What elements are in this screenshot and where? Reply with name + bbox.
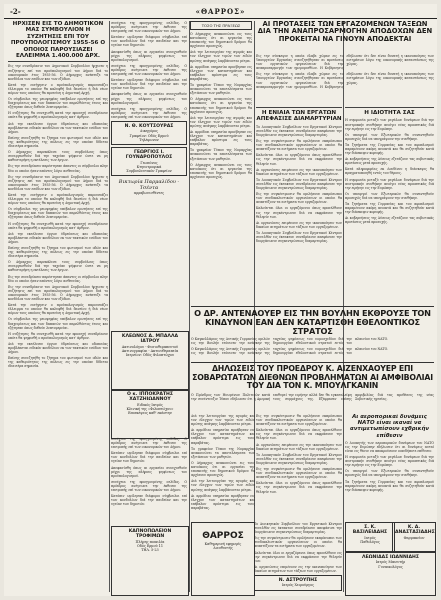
col4-paragraph: Αι οργανώσεις επιμένουν εις την ικανοποίησιν των δικαίων αιτημάτων των τάξεων των εργαζομένων. xyxy=(256,167,342,176)
ad-tobacco xyxy=(111,526,189,596)
col4-lower-paragraph: Καλούνται όλοι οι εργαζόμενοι όπως προσέλθουν εις την συγκέντρωσιν διά να εκφράσουν την θέλησίν των. xyxy=(256,481,342,494)
ad-line: Ιατρός Χειρούργος xyxy=(281,583,315,588)
col3-paragraph: Ο Δήμαρχος ανακοινώνει εις τους κατοίκους ότι αι εργασίαι της επισκευής του δημοτικού δρόμου θα αρχίσουν προσεχώς. xyxy=(190,162,252,179)
col1-paragraph: Διά την εκτέλεσιν έργων ύδρεύσεως και οδοποιίας προβλέπεται ειδικόν κονδύλιον εκ των τακτικών εσόδων του Δήμου. xyxy=(8,341,108,355)
col1-paragraph: Επίσης συνεζητήθη το ζήτημα του φωτισμού των οδών και της καθαριότητος της πόλεως εις την οποίαν δίδεται ιδιαιτέρα σημασία. xyxy=(8,135,108,149)
col2-paragraph: Απεφασίσθη όπως αι εργασίαι συνεχισθούν μέχρι της πλήρους ψηφίσεως του προϋπολογισμού. xyxy=(111,92,187,105)
lead-body-1: Εις την σύσκεψιν η οποία έλαβε χώραν εις το Υπουργείον Εργασίας συνεζητήθησαν αι προτάσεις των εργατικών οργανώσεων διά την αναπροσαρμογήν των ημερομισθίων. Η Κυβέρνησις εδήλωσεν ότι δεν είναι δυνατή η ικανοποίησις των αιτημάτων λόγω της οικονομικής καταστάσεως της χώρας. xyxy=(256,54,434,71)
lead-body-3: Ο Πρόεδρος των Ηνωμένων Πολιτειών κατά την συνέντευξιν Τύπου εδήλωσεν ότι η Αμερική επιθυμεί την ειρήνην αλλά δεν θα εγκαταλείψη τους συμμάχους της. Εξέφρασεν επίσης αμφιβολίας διά τας προθέσεις της νέας Σοβιετικής ηγεσίας. xyxy=(191,393,434,402)
col4-bottom-paragraph: Εις την συγκέντρωσιν θα ομιλήσουν εκπρόσωποι των συνδικαλιστικών οργανώσεων οι οποίοι θα αναπτύξουν τα αιτήματα των εργαζομένων. xyxy=(254,536,342,549)
col1-paragraph: Ο Δήμαρχος παρεκάλεσε τους συμβούλους όπως συνεργασθούν διά την ταχείαν ψήφισιν ώστε να μη καθυστερήση η εκτέλεσις των έργων. xyxy=(8,150,108,163)
col1-paragraph: Κατά την εισήγησιν ο προϋπολογισμός παρουσιάζει έλλειμμα το οποίον θα καλυφθή διά δανείου ή διά νέων πόρων τους οποίους θα προτείνη η Δημοτική Αρχή. xyxy=(8,303,108,316)
lead-story-3-body xyxy=(191,393,434,413)
ad-line: Πλήρης ποικιλία xyxy=(135,539,165,544)
col4-lower-paragraph: Εις την συγκέντρωσιν θα ομιλήσουν εκπρόσωποι των συνδικαλιστικών οργανώσεων οι οποίοι θα αναπτύξουν τα αιτήματα των εργαζομένων. xyxy=(256,467,342,480)
col5-paragraph: Η συμφωνία μεταξύ των μεγάλων δυνάμεων διά την αυστριακήν συνθήκην ανοίγει νέας προοπτικάς διά την ειρήνην εις την Ευρώπην. xyxy=(345,177,434,190)
ad-line: Ειδικός Ιατρός xyxy=(137,402,163,407)
lead-body-2: Ο Καγκελλάριος της Δυτικής Γερμανίας ομιλών εις την Βουλήν ετόνισεν την ανάγκην της ταχείας ψηφίσεως του νομοσχεδίου διά την δημιουργίαν εθελοντικού στρατού εντός του πλαισίου του ΝΑΤΟ. xyxy=(191,337,389,346)
col3-paragraph: Ο Δήμαρχος ανακοινώνει εις τους κατοίκους ότι αι εργασίαι της επισκευής του δημοτικού δρόμου θα αρχίσουν προσεχώς. xyxy=(190,97,252,114)
ad-line: ΤΗΛ. 5-23 xyxy=(141,548,159,553)
ad-line: Ακτινογραφίαι - Ακτινοθεραπεία xyxy=(121,349,179,354)
ad-anastasiadis xyxy=(392,522,436,552)
column-4-bottom xyxy=(254,522,342,592)
col4-paragraph: Εις την συγκέντρωσιν θα ομιλήσουν εκπρόσωποι των συνδικαλιστικών οργανώσεων οι οποίοι θα αναπτύξουν τα αιτήματα των εργαζομένων. xyxy=(256,139,342,152)
col3-paragraph: Διά την λειτουργίαν της αγοράς και τον έλεγχον των τιμών των ειδών πρώτης ανάγκης λαμβάνονται μέτρα. xyxy=(190,50,252,63)
col4-paragraph: Το Διοικητικόν Συμβούλιον του Εργατικού Κέντρου συνελθόν εις έκτακτον συνεδρίασιν απεφάσισε την διοργάνωσιν συγκεντρώσεως διαμαρτυρίας. xyxy=(256,124,342,137)
engagement-announcement: Βικτωρία Παρμαλίδου - Τσέντα xyxy=(118,179,180,192)
ad-title: Ο κ. ΙΠΠΟΚΡΑΤΗΣ ΧΑΤΖΗΙΩΑΝΝΟΥ xyxy=(126,392,173,403)
col3-lower-paragraph: Διά την λειτουργίαν της αγοράς και τον έλεγχον των τιμών των ειδών πρώτης ανάγκης λαμβάνονται μέτρα. xyxy=(191,479,255,492)
column-5-lower xyxy=(345,414,434,519)
lead-body-1: Εις την σύσκεψιν η οποία έλαβε χώραν εις το Υπουργείον Εργασίας συνεζητήθησαν αι προτάσεις των εργατικών οργανώσεων διά την αναπροσαρμογήν των ημερομισθίων. Η Κυβέρνησις εδήλωσεν ότι δεν είναι δυνατή η ικανοποίησις των αιτημάτων λόγω της οικονομικής καταστάσεως της χώρας. xyxy=(256,72,434,89)
lead-headline-3: ΔΗΛΩΣΕΙΣ ΤΟΥ ΠΡΟΕΔΡΟΥ Κ. ΑΙΖΕΝΧΑΟΥΕΡ ΕΠΙ ΣΟΒΑΡΩΤΑΤΩΝ ΔΙΕΘΝΩΝ ΠΡΟΒΛΗΜΑΤΩΝ ΑΙ ΑΜΦΙΒΟΛΙΑΙ ΤΟΥ ΔΙΑ ΤΟΝ Κ. ΜΠΟΥΛΓΚΑΝΙΝ xyxy=(192,364,433,391)
col3-paragraph: Το γραφείον Τύπου της Νομαρχίας ανακοινώνει τα αποτελέσματα των εξετάσεων των μαθητών. xyxy=(190,148,252,161)
col5-paragraph: Αι κυβερνήσεις της Δύσεως εξετάζουν τας σοβιετικάς προτάσεις μετά προσοχής. xyxy=(345,216,434,225)
column-4-lower xyxy=(256,414,342,519)
col3-paragraph: Ο Δήμαρχος ανακοινώνει εις τους κατοίκους ότι αι εργασίαι της επισκευής του δημοτικού δρόμου θα αρχίσουν προσεχώς. xyxy=(190,32,252,49)
engagement-subtitle: αρραβωνισθέντες xyxy=(133,191,165,196)
divider xyxy=(345,107,434,108)
lead-story-2 xyxy=(191,306,434,337)
col1-paragraph: Διά την εκτέλεσιν έργων ύδρεύσεως και οδοποιίας προβλέπεται ειδικόν κονδύλιον εκ των τακτικών εσόδων του Δήμου. xyxy=(8,121,108,134)
col3-lower-paragraph: Αι αρμόδιαι υπηρεσίαι προέβησαν εις έλεγχον των καταστημάτων και επέβαλον πρόστιμα εις τους παραβάτας. xyxy=(191,493,255,510)
col1-paragraph: Κατά την εισήγησιν ο προϋπολογισμός παρουσιάζει έλλειμμα το οποίον θα καλυφθή διά δανείου ή διά νέων πόρων τους οποίους θα προτείνη η Δημοτική Αρχή. xyxy=(8,192,108,206)
col5-paragraph: Τα ζητήματα της Γερμανίας και του αφοπλισμού παραμένουν ακόμη ανοικτά και θα συζητηθούν κατά την διάσκεψιν κορυφής. xyxy=(345,202,434,215)
newspaper-page xyxy=(4,4,437,596)
col5-paragraph: Οι υπουργοί των Εξωτερικών θα συναντηθούν προσεχώς διά να υπογράψουν την συνθήκην. xyxy=(345,132,434,141)
col4-lower-paragraph: Καλούνται όλοι οι εργαζόμενοι όπως προσέλθουν εις την συγκέντρωσιν διά να εκφράσουν την θέλησίν των. xyxy=(256,428,342,441)
column-3 xyxy=(190,21,252,296)
ad-line: Τηλέφωνον xyxy=(139,137,159,142)
ad-line: Οδός Ερμού 11 xyxy=(136,544,163,549)
ad-line: Ακτινολόγου - Φυσιοθεραπευτού xyxy=(121,344,179,349)
col1-paragraph: Οι σύμβουλοι της μειοψηφίας υπέβαλον ερωτήσεις επί της διαχειρίσεως και των δαπανών του παρελθόντος έτους και εζήτησαν όπως δοθούν λεπτομερείαι. xyxy=(8,207,108,220)
col2-lower-paragraph: Κατόπιν ωμίλησαν διάφοροι σύμβουλοι επί των κονδυλίων διά την παιδείαν και την υγείαν των δημοτών. xyxy=(111,451,187,464)
col5-paragraph: Οι υπουργοί των Εξωτερικών θα συναντηθούν προσεχώς διά να υπογράψουν την συνθήκην. xyxy=(345,191,434,200)
col1-paragraph: Ο Δήμαρχος παρεκάλεσε τους συμβούλους όπως συνεργασθούν διά την ταχείαν ψήφισιν ώστε να μη καθυστερήση η εκτέλεσις των έργων. xyxy=(8,260,108,273)
ad-koutsouras xyxy=(111,121,187,145)
col3-lower-paragraph: Αι αρμόδιαι υπηρεσίαι προέβησαν εις έλεγχον των καταστημάτων και επέβαλον πρόστιμα εις τους παραβάτας. xyxy=(191,428,255,445)
col2-paragraph: συνέχεια της προηγουμένης σελίδος. Ο πρόεδρος ανέγνωσε την έκθεσιν της επιτροπής επί των οικονομικών του Δήμου. xyxy=(111,106,187,119)
divider xyxy=(8,61,108,62)
col4-paragraph: Το Διοικητικόν Συμβούλιον του Εργατικού Κέντρου συνελθόν εις έκτακτον συνεδρίασιν απεφάσισε την διοργάνωσιν συγκεντρώσεως διαμαρτυρίας. xyxy=(256,230,342,244)
col3-paragraph: Αι αρμόδιαι υπηρεσίαι προέβησαν εις έλεγχον των καταστημάτων και επέβαλον πρόστιμα εις τους παραβάτας. xyxy=(190,64,252,81)
col3-lower-paragraph: Διά την λειτουργίαν της αγοράς και τον έλεγχον των τιμών των ειδών πρώτης ανάγκης λαμβάνονται μέτρα. xyxy=(191,414,255,427)
ad-hatziioannou xyxy=(111,389,189,439)
col1-paragraph: Οι σύμβουλοι της μειοψηφίας υπέβαλον ερωτήσεις επί της διαχειρίσεως και των δαπανών του παρελθόντος έτους και εζήτησαν όπως δοθούν λεπτομερείαι. xyxy=(8,97,108,110)
ad-title: Κ. Δ. ΑΝΑΣΤΑΣΙΑΔΗΣ xyxy=(395,525,435,536)
nato-body: Ο Διοικητής των αεροπορικών δυνάμεων του ΝΑΤΟ εις την Ευρώπην εδήλωσεν ότι αι δυνάμεις αυταί είναι εις θέσιν να αποκρούσουν οιανδήποτε επίθεσιν. xyxy=(345,440,434,453)
col1-paragraph: Επίσης συνεζητήθη το ζήτημα του φωτισμού των οδών και της καθαριότητος της πόλεως εις την οποίαν δίδεται ιδιαιτέρα σημασία. xyxy=(8,356,108,369)
ad-ioannidis xyxy=(345,552,436,596)
col4-paragraph: Αι οργανώσεις επιμένουν εις την ικανοποίησιν των δικαίων αιτημάτων των τάξεων των εργαζομένων. xyxy=(256,220,342,229)
lead-story-3 xyxy=(191,362,434,393)
lead-headline-1: ΑΙ ΠΡΟΤΑΣΕΙΣ ΤΩΝ ΕΡΓΑΖΟΜΕΝΩΝ ΤΑΞΕΩΝ ΔΙΑ ΤΗΝ ΑΝΑΠΡΟΣΑΡΜΟΓΗΝ ΑΠΟΔΟΧΩΝ ΔΕΝ ΠΡΟΚΕΙΤΑΙ ΝΑ ΓΙΝΟΥΝ ΑΠΟΔΕΚΤΑΙ xyxy=(257,21,433,43)
ad-line: Δικηγόρος xyxy=(140,129,158,134)
col4-bottom-paragraph: Καλούνται όλοι οι εργαζόμενοι όπως προσέλθουν εις την συγκέντρωσιν διά να εκφράσουν την θέλησίν των. xyxy=(254,550,342,563)
col1-paragraph: Οι σύμβουλοι της μειοψηφίας υπέβαλον ερωτήσεις επί της διαχειρίσεως και των δαπανών του παρελθόντος έτους και εζήτησαν όπως δοθούν λεπτομερείαι. xyxy=(8,317,108,330)
lead-headline-2: Ο ΔΡ. ΑΝΤΕΝΑΟΥΕΡ ΕΙΣ ΤΗΝ ΒΟΥΛΗΝ ΕΚΘΡΟΥΣΕ ΤΟΝ ΚΙΝΔΥΝΟΝ ΕΑΝ ΔΕΝ ΚΑΤΑΡΤΙΣΘΗ ΕΘΕΛΟΝΤΙΚΟΣ ΣΤΡΑΤΟΣ xyxy=(194,308,431,336)
col4-paragraph: Καλούνται όλοι οι εργαζόμενοι όπως προσέλθουν εις την συγκέντρωσιν διά να εκφράσουν την θέλησίν των. xyxy=(256,153,342,166)
col3-lower-paragraph: Ο Δήμαρχος ανακοινώνει εις τους κατοίκους ότι αι εργασίαι της επισκευής του δημοτικού δρόμου θα αρχίσουν προσεχώς. xyxy=(191,460,255,478)
ad-line: Παθολόγος xyxy=(360,540,380,545)
ad-title: ΘΑΡΡΟΣ xyxy=(202,531,244,541)
col1-headline: ΗΡΧΙΣΕΝ ΕΙΣ ΤΟ ΔΗΜΟΤΙΚΟΝ ΜΑΣ ΣΥΜΒΟΥΛΙΟΝ Η ΣΥΖΗΤΗΣΙΣ ΕΠΙ ΤΟΥ ΠΡΟΥΠΟΛΟΓΙΣΜΟΥ 1955-56 Ο ΟΠΟΙΟΣ ΠΑΡΟΥΣΙΑΖΕΙ ΕΛΛΕΙΜΜΑ 1.400.000 ΔΡΧ. xyxy=(10,21,106,60)
ad-line: Ιατρείον: Οδός Φιλοπτώχου xyxy=(125,353,175,358)
col4-headline: Η ΕΝΙΑΙΑ ΤΩΝ ΕΡΓΑΤΩΝ ΑΠΕΦΑΣΙΣΕ ΔΙΑΜΑΡΤΥΡΙΑΝ xyxy=(256,110,342,123)
col4-bottom-paragraph: Το Διοικητικόν Συμβούλιον του Εργατικού Κέντρου συνελθόν εις έκτακτον συνεδρίασιν απεφάσισε την διοργάνωσιν συγκεντρώσεως διαμαρτυρίας. xyxy=(254,522,342,535)
col2-lower-paragraph: συνέχεια της προηγουμένης σελίδος. Ο πρόεδρος ανέγνωσε την έκθεσιν της επιτροπής επί των οικονομικών του Δήμου. xyxy=(111,437,187,450)
col4-paragraph: Το Διοικητικόν Συμβούλιον του Εργατικού Κέντρου συνελθόν εις έκτακτον συνεδρίασιν απεφάσισε την διοργάνωσιν συγκεντρώσεως διαμαρτυρίας. xyxy=(256,177,342,191)
ad-line: Ιατρός xyxy=(364,535,376,540)
ad-line: Συμβουλευτικόν Γραφείον xyxy=(126,169,172,174)
ad-line: Επισκέψεις καθ' εκάστην xyxy=(128,411,172,416)
column-4 xyxy=(256,105,342,304)
ad-subtitle: ΙΑΤΡΟΥ xyxy=(140,339,160,345)
col2-paragraph: Κατόπιν ωμίλησαν διάφοροι σύμβουλοι επί των κονδυλίων διά την παιδείαν και την υγείαν των δημοτών. xyxy=(111,78,187,91)
col1-paragraph: Κατά την εισήγησιν ο προϋπολογισμός παρουσιάζει έλλειμμα το οποίον θα καλυφθή διά δανείου ή διά νέων πόρων τους οποίους θα προτείνη η Δημοτική Αρχή. xyxy=(8,82,108,95)
page-number: -2- xyxy=(10,7,21,16)
col2-paragraph: Κατόπιν ωμίλησαν διάφοροι σύμβουλοι επί των κονδυλίων διά την παιδείαν και την υγείαν των δημοτών. xyxy=(111,35,187,48)
col3-paragraph: Διά την λειτουργίαν της αγοράς και τον έλεγχον των τιμών των ειδών πρώτης ανάγκης λαμβάνονται μέτρα. xyxy=(190,115,252,128)
col2-paragraph: συνέχεια της προηγουμένης σελίδος. Ο πρόεδρος ανέγνωσε την έκθεσιν της επιτροπής επί των οικονομικών του Δήμου. xyxy=(111,21,187,34)
masthead xyxy=(4,4,437,19)
ad-title: ΛΕΩΝΙΔΑΣ ΙΩΑΝΝΙΔΗΣ xyxy=(361,555,420,560)
ad-gounaropoulos xyxy=(111,147,187,176)
column-2-lower xyxy=(111,437,187,523)
ad-ballas xyxy=(111,331,189,391)
col5-paragraph: Κατά πληροφορίας εκ Λονδίνου η διάσκεψις θα πραγματοποιηθή εντός του θέρους. xyxy=(345,167,434,176)
col3-paragraph: Το γραφείον Τύπου της Νομαρχίας ανακοινώνει τα αποτελέσματα των εξετάσεων των μαθητών. xyxy=(190,83,252,96)
lead-story-1-body xyxy=(256,54,434,104)
col4-lower-paragraph: Εις την συγκέντρωσιν θα ομιλήσουν εκπρόσωποι των συνδικαλιστικών οργανώσεων οι οποίοι θα αναπτύξουν τα αιτήματα των εργαζομένων. xyxy=(256,414,342,427)
col1-paragraph: Επίσης συνεζητήθη το ζήτημα του φωτισμού των οδών και της καθαριότητος της πόλεως εις την οποίαν δίδεται ιδιαιτέρα σημασία. xyxy=(8,246,108,259)
col1-paragraph: Η συζήτησις θα συνεχισθή κατά την προσεχή συνεδρίασιν οπότε θα ψηφισθή ο προϋπολογισμός κατ' άρθρον. xyxy=(8,111,108,120)
col3-paragraph: Αι αρμόδιαι υπηρεσίαι προέβησαν εις έλεγχον των καταστημάτων και επέβαλον πρόστιμα εις τους παραβάτας. xyxy=(190,129,252,147)
col5-lower-paragraph: Τα ζητήματα της Γερμανίας και του αφοπλισμού παραμένουν ακόμη ανοικτά και θα συζητηθούν κατά την διάσκεψιν κορυφής. xyxy=(345,479,434,492)
col4-lower-paragraph: Το Διοικητικόν Συμβούλιον του Εργατικού Κέντρου συνελθόν εις έκτακτον συνεδρίασιν απεφάσισε την διοργάνωσιν συγκεντρώσεως διαμαρτυρίας. xyxy=(256,452,342,465)
nato-headline: Αι αεροπορικαί δυνάμεις ΝΑΤΟ είναι ικαναί να αντιμετωπίσουν εχθρικήν επίθεσιν xyxy=(350,414,429,439)
col2-lower-paragraph: συνέχεια της προηγουμένης σελίδος. Ο πρόεδρος ανέγνωσε την έκθεσιν της επιτροπής επί των οικονομικών του Δήμου. xyxy=(111,479,187,493)
col1-paragraph: Εις την συνεδρίασιν του Δημοτικού Συμβουλίου ήρχισεν η συζήτησις επί του προϋπολογισμού του Δήμου διά το οικονομικόν έτος 1955-56. Ο Δήμαρχος ανέπτυξε τα κονδύλια των εσόδων και των εξόδων. xyxy=(8,174,108,191)
col2-lower-paragraph: Απεφασίσθη όπως αι εργασίαι συνεχισθούν μέχρι της πλήρους ψηφίσεως του προϋπολογισμού. xyxy=(111,465,187,478)
column-5 xyxy=(345,105,434,304)
ad-line: Φαρμακείον xyxy=(403,535,425,540)
ad-line: Γραφείον: Οδός Ερμού xyxy=(129,133,169,138)
col5-paragraph: Η συμφωνία μεταξύ των μεγάλων δυνάμεων διά την αυστριακήν συνθήκην ανοίγει νέας προοπτικάς διά την ειρήνην εις την Ευρώπην. xyxy=(345,118,434,131)
column-3-lower xyxy=(191,414,255,519)
ad-line: Γεωπόνος xyxy=(140,160,158,165)
ad-line: Κτηνοτροφικά xyxy=(136,165,162,169)
ad-line: Γυναικολόγος xyxy=(378,564,403,569)
ad-title: ΚΛΕΩΝΟΣ Α. ΜΠΑΛΛΑ xyxy=(121,334,179,339)
col5-paragraph: Τα ζητήματα της Γερμανίας και του αφοπλισμού παραμένουν ακόμη ανοικτά και θα συζητηθούν κατά την διάσκεψιν κορυφής. xyxy=(345,142,434,156)
col2-paragraph: συνέχεια της προηγουμένης σελίδος. Ο πρόεδρος ανέγνωσε την έκθεσιν της επιτροπής επί των οικονομικών του Δήμου. xyxy=(111,63,187,77)
column-divider xyxy=(109,21,110,592)
col5-headline: Η ΙΔΙΟΤΗΤΑ ΣΑΣ xyxy=(364,110,415,116)
col5-paragraph: Αι κυβερνήσεις της Δύσεως εξετάζουν τας σοβιετικάς προτάσεις μετά προσοχής. xyxy=(345,157,434,166)
col2-paragraph: Απεφασίσθη όπως αι εργασίαι συνεχισθούν μέχρι της πλήρους ψηφίσεως του προϋπολογισμού. xyxy=(111,49,187,62)
ad-tharros xyxy=(191,522,255,596)
ad-vasileiadis xyxy=(345,522,395,552)
ad-title: Σ. Κ. ΒΑΣΙΛΕΙΑΔΗΣ xyxy=(352,525,388,536)
col5-lower-paragraph: Η συμφωνία μεταξύ των μεγάλων δυνάμεων διά την αυστριακήν συνθήκην ανοίγει νέας προοπτικάς διά την ειρήνην εις την Ευρώπην. xyxy=(345,455,434,468)
col1-paragraph: Η συζήτησις θα συνεχισθή κατά την προσεχή συνεδρίασιν οπότε θα ψηφισθή ο προϋπολογισμός κατ' άρθρον. xyxy=(8,221,108,230)
col1-paragraph: Εις την συνεδρίασιν του Δημοτικού Συμβουλίου ήρχισεν η συζήτησις επί του προϋπολογισμού του Δήμου διά το οικονομικόν έτος 1955-56. Ο Δήμαρχος ανέπτυξε τα κονδύλια των εσόδων και των εξόδων. xyxy=(8,284,108,302)
col3-lower-paragraph: Το γραφείον Τύπου της Νομαρχίας ανακοινώνει τα αποτελέσματα των εξετάσεων των μαθητών. xyxy=(191,446,255,459)
col5-lower-paragraph: Οι υπουργοί των Εξωτερικών θα συναντηθούν προσεχώς διά να υπογράψουν την συνθήκην. xyxy=(345,469,434,478)
ad-title: Ν. Θ. ΚΟΥΤΣΟΥΡΑΣ xyxy=(124,123,174,129)
col4-lower-paragraph: Αι οργανώσεις επιμένουν εις την ικανοποίησιν των δικαίων αιτημάτων των τάξεων των εργαζομένων. xyxy=(256,442,342,451)
lead-story-2-body xyxy=(191,337,434,361)
col4-paragraph: Εις την συγκέντρωσιν θα ομιλήσουν εκπρόσωποι των συνδικαλιστικών οργανώσεων οι οποίοι θα αναπτύξουν τα αιτήματα των εργαζομένων. xyxy=(256,192,342,205)
ad-title: Ν. ΑΣΤΡΟΥΠΗΣ xyxy=(278,578,318,584)
section-heading: ΤΟΣΟ ΤΗΣ ΠΡΑΞΕΩΣ xyxy=(190,21,252,30)
col1-paragraph: Εις την συνεδρίασιν του Δημοτικού Συμβουλίου ήρχισεν η συζήτησις επί του προϋπολογισμού του Δήμου διά το οικονομικόν έτος 1955-56. Ο Δήμαρχος ανέπτυξε τα κονδύλια των εσόδων και των εξόδων. xyxy=(8,64,108,81)
col2-lower-paragraph: Κατόπιν ωμίλησαν διάφοροι σύμβουλοι επί των κονδυλίων διά την παιδείαν και την υγείαν των δημοτών. xyxy=(111,494,187,507)
col4-bottom-paragraph: Αι οργανώσεις επιμένουν εις την ικανοποίησιν των δικαίων αιτημάτων των τάξεων των εργαζομένων. xyxy=(254,564,342,573)
ad-astroupis xyxy=(254,575,342,591)
newspaper-name: «ΘΑΡΡΟΣ» xyxy=(195,7,246,16)
ad-title: ΓΕΩΡΓΙΟΣ Ι. ΓΟΥΝΑΡΟΠΟΥΛΟΣ xyxy=(125,149,173,161)
col1-paragraph: Διά την εκτέλεσιν έργων ύδρεύσεως και οδοποιίας προβλέπεται ειδικόν κονδύλιον εκ των τακτικών εσόδων του Δήμου. xyxy=(8,231,108,244)
divider xyxy=(256,107,342,108)
col1-paragraph: Εις την συνεδρίασιν παρέστησαν άπαντες οι σύμβουλοι πλην δύο οι οποίοι ήσαν απόντες λόγω ασθενείας. xyxy=(8,164,108,173)
ad-line: Κλινική της «Φιλοπτώχου» xyxy=(126,407,174,412)
ad-line: Ιατρός Μαιευτήρ xyxy=(375,560,406,565)
column-1 xyxy=(8,21,108,592)
col4-paragraph: Καλούνται όλοι οι εργαζόμενοι όπως προσέλθουν εις την συγκέντρωσιν διά να εκφράσουν την θέλησίν των. xyxy=(256,206,342,219)
ad-line: Καθημερινή εφημερίς xyxy=(204,542,242,546)
col1-paragraph: Η συζήτησις θα συνεχισθή κατά την προσεχή συνεδρίασιν οπότε θα ψηφισθή ο προϋπολογισμός κατ' άρθρον. xyxy=(8,331,108,340)
ad-line: Διευθυντής xyxy=(213,546,233,551)
lead-story-1 xyxy=(256,21,434,51)
lead-body-2: Ο Καγκελλάριος της Δυτικής Γερμανίας ομιλών εις την Βουλήν ετόνισεν την ανάγκην της ταχείας ψηφίσεως του νομοσχεδίου διά την δημιουργίαν εθελοντικού στρατού εντός του πλαισίου του ΝΑΤΟ. xyxy=(191,347,389,356)
col1-paragraph: Εις την συνεδρίασιν παρέστησαν άπαντες οι σύμβουλοι πλην δύο οι οποίοι ήσαν απόντες λόγω ασθενείας. xyxy=(8,274,108,283)
ad-title: ΚΑΠΝΟΠΩΛΕΙΟΝ ΤΡΟΦΙΜΩΝ xyxy=(128,529,172,540)
